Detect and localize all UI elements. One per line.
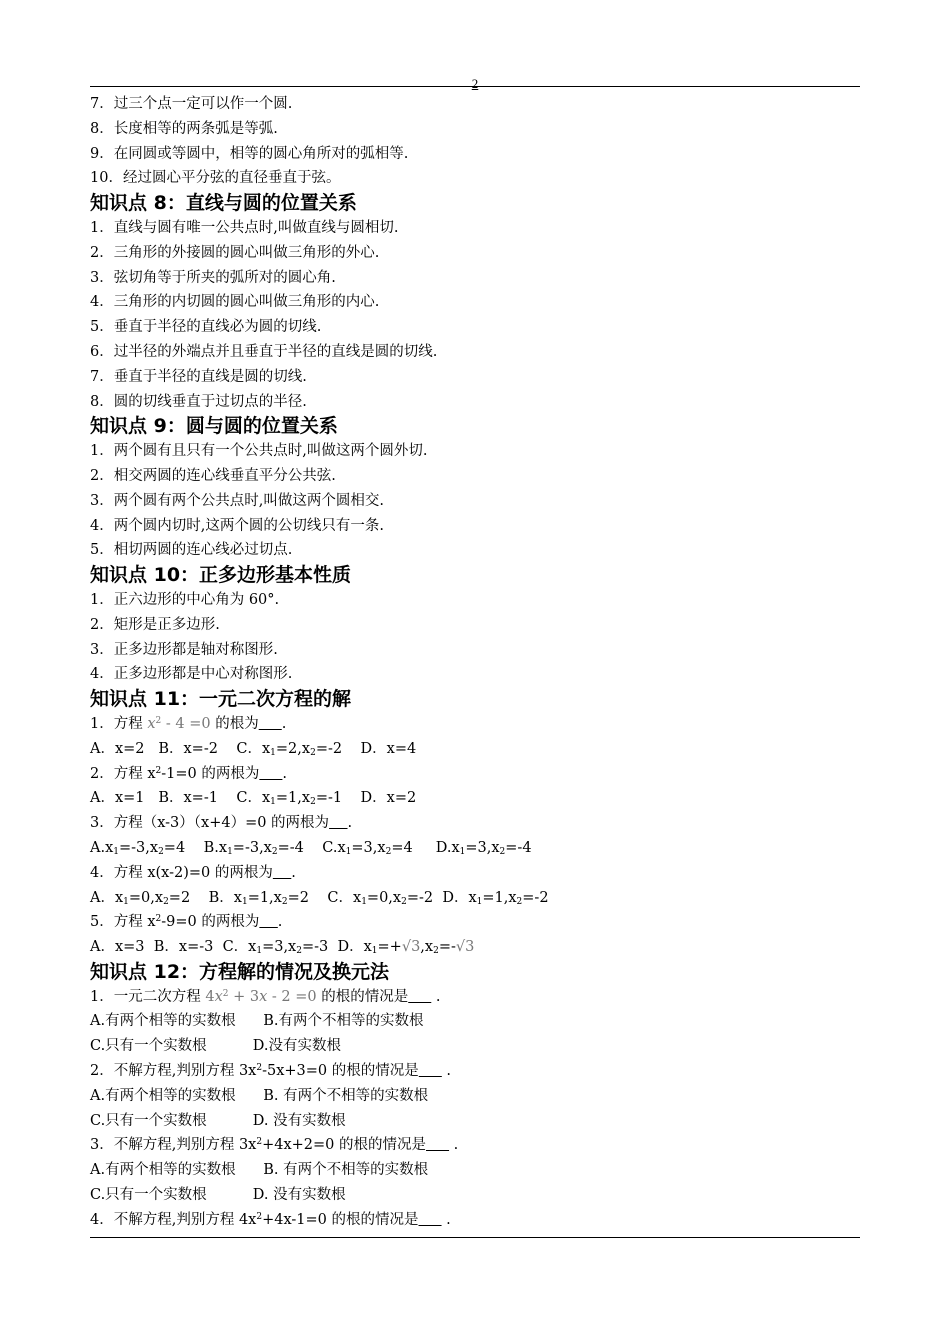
text-line: A．x=3 B．x=-3 C．$x_1=3,x_2=-3$ D．$x_1=+√3,x_2=-√3$ xyxy=(90,939,475,957)
text-line: 4．方程 x(x-2)=0 的两根为 . xyxy=(90,864,296,881)
section-heading: 知识点 9：圆与圆的位置关系 xyxy=(90,415,338,438)
text-line: A.有两个相等的实数根 B.有两个不相等的实数根 xyxy=(90,1013,424,1030)
text-line: 3．方程（x-3）（x+4）=0 的两根为 . xyxy=(90,815,353,832)
text-line: 7．垂直于半径的直线是圆的切线. xyxy=(90,368,307,385)
section-heading: 知识点 11：一元二次方程的解 xyxy=(90,688,352,711)
text-line: 2．不解方程,判别方程 $3x^2-5x+3=0$ 的根的情况是 . xyxy=(90,1063,452,1080)
page-number: 2 xyxy=(471,76,479,91)
section-heading: 知识点 12：方程解的情况及换元法 xyxy=(90,960,390,983)
text-line: A.有两个相等的实数根 B. 有两个不相等的实数根 xyxy=(90,1162,429,1179)
text-line: 4．两个圆内切时,这两个圆的公切线只有一条. xyxy=(90,517,384,534)
text-line: 9．在同圆或等圆中，相等的圆心角所对的弧相等. xyxy=(90,145,409,162)
text-line: 2．相交两圆的连心线垂直平分公共弦. xyxy=(90,467,336,484)
text-line: 3．不解方程,判别方程 $3x^2+4x+2=0$ 的根的情况是 . xyxy=(90,1137,459,1154)
text-line: 4．三角形的内切圆的圆心叫做三角形的内心. xyxy=(90,294,380,311)
text-line: 3．两个圆有两个公共点时,叫做这两个圆相交. xyxy=(90,492,384,509)
text-line: 3．正多边形都是轴对称图形. xyxy=(90,641,278,658)
text-line: A．x=1 B．x=-1 C．$x_1=1,x_2=-1$ D．x=2 xyxy=(90,790,417,808)
footer-rule xyxy=(90,1237,860,1238)
text-line: 6．过半径的外端点并且垂直于半径的直线是圆的切线. xyxy=(90,343,438,360)
text-line: 1．一元二次方程 $4x^2 + 3x - 2 =0$ 的根的情况是 . xyxy=(90,988,441,1005)
text-line: 2．矩形是正多边形. xyxy=(90,616,220,633)
text-line: 1．直线与圆有唯一公共点时,叫做直线与圆相切. xyxy=(90,219,399,236)
section-heading: 知识点 8：直线与圆的位置关系 xyxy=(90,192,357,215)
text-line: 10．经过圆心平分弦的直径垂直于弦。 xyxy=(90,170,341,187)
text-line: 1．两个圆有且只有一个公共点时,叫做这两个圆外切. xyxy=(90,443,428,460)
text-line: C.只有一个实数根 D.没有实数根 xyxy=(90,1038,341,1055)
text-line: 5．相切两圆的连心线必过切点. xyxy=(90,542,293,559)
text-line: 8．圆的切线垂直于过切点的半径. xyxy=(90,393,307,410)
text-line: 3．弦切角等于所夹的弧所对的圆心角. xyxy=(90,269,336,286)
text-line: C.只有一个实数根 D. 没有实数根 xyxy=(90,1187,346,1204)
text-line: C.只有一个实数根 D. 没有实数根 xyxy=(90,1112,346,1129)
text-line: 1．方程 $x^2 - 4 =0$ 的根为 . xyxy=(90,715,287,732)
text-line: 2．三角形的外接圆的圆心叫做三角形的外心. xyxy=(90,244,380,261)
text-line: 4．正多边形都是中心对称图形. xyxy=(90,666,293,683)
text-line: 1．正六边形的中心角为 60°. xyxy=(90,591,280,608)
section-heading: 知识点 10：正多边形基本性质 xyxy=(90,564,352,587)
text-line: 8．长度相等的两条弧是等弧. xyxy=(90,120,278,137)
header-rule xyxy=(90,86,860,87)
text-line: 5．方程 $x^2-9=0$ 的两根为 . xyxy=(90,914,283,931)
text-line: $A.x_1=-3,x_2=4$ $B.x_1=-3,x_2=-4$ $C.x_1=3,x_2=4$ $D.x_1=3,x_2=-4$ xyxy=(90,839,532,857)
text-line: A.有两个相等的实数根 B. 有两个不相等的实数根 xyxy=(90,1087,429,1104)
text-line: 4．不解方程,判别方程 $4x^2+4x-1=0$ 的根的情况是 . xyxy=(90,1211,451,1228)
text-line: 2．方程 $x^2-1=0$ 的两根为 . xyxy=(90,765,288,782)
text-line: A．$x_1=0,x_2=2$ B．$x_1=1,x_2=2$ C．$x_1=0,x_2=-2$ D．$x_1=1,x_2=-2$ xyxy=(90,889,549,907)
text-line: 7．过三个点一定可以作一个圆. xyxy=(90,96,293,112)
text-line: 5．垂直于半径的直线必为圆的切线. xyxy=(90,319,322,336)
document-body xyxy=(90,92,860,1233)
text-line: A．x=2 B．x=-2 C．$x_1=2,x_2=-2$ D．x=4 xyxy=(90,740,417,758)
